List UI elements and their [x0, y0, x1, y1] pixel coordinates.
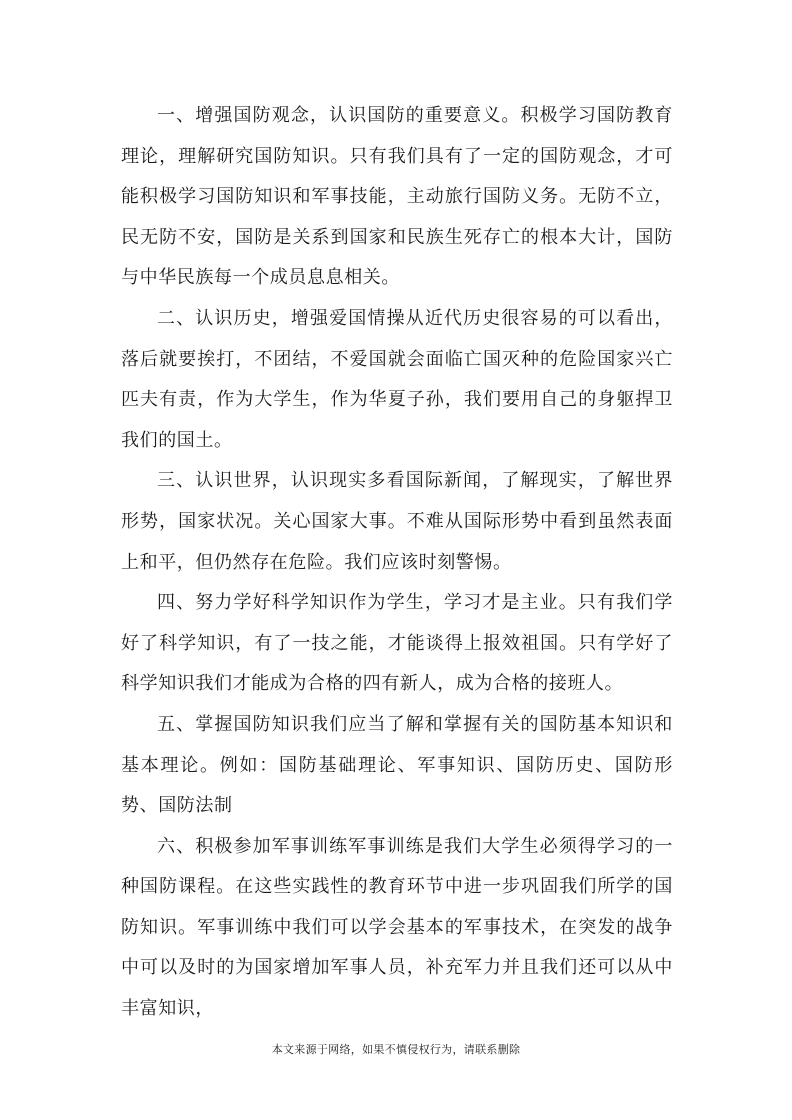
paragraph-4: 四、努力学好科学知识作为学生，学习才是主业。只有我们学好了科学知识，有了一技之能，才能谈得上报效祖国。只有学好了科学知识我们才能成为合格的四有新人，成为合格的接班人。	[121, 592, 673, 695]
paragraph-6: 六、积极参加军事训练军事训练是我们大学生必须得学习的一种国防课程。在这些实践性的教育环节中进一步巩固我们所学的国防知识。军事训练中我们可以学会基本的军事技术，在突发的战争中可以及时的为国家增加军事人员，补充军力并且我们还可以从中丰富知识，	[121, 835, 673, 1020]
paragraph-5: 五、掌握国防知识我们应当了解和掌握有关的国防基本知识和基本理论。例如：国防基础理论、军事知识、国防历史、国防形势、国防法制	[121, 713, 673, 817]
paragraph-2: 二、认识历史，增强爱国情操从近代历史很容易的可以看出，落后就要挨打，不团结，不爱国就会面临亡国灭种的危险国家兴亡匹夫有责，作为大学生，作为华夏子孙，我们要用自己的身躯捍卫我们的国土。	[121, 307, 673, 451]
page-footer-note: 本文来源于网络，如果不慎侵权行为，请联系删除	[271, 1043, 521, 1056]
paragraph-1: 一、增强国防观念，认识国防的重要意义。积极学习国防教育理论，理解研究国防知识。只有我们具有了一定的国防观念，才可能积极学习国防知识和军事技能，主动旅行国防义务。无防不立，民无防不安，国防是关系到国家和民族生死存亡的根本大计，国防与中华民族每一个成员息息相关。	[121, 105, 673, 289]
document-body	[121, 96, 673, 1030]
paragraph-3: 三、认识世界，认识现实多看国际新闻，了解现实，了解世界形势，国家状况。关心国家大事。不难从国际形势中看到虽然表面上和平，但仍然存在危险。我们应该时刻警惕。	[121, 470, 673, 573]
